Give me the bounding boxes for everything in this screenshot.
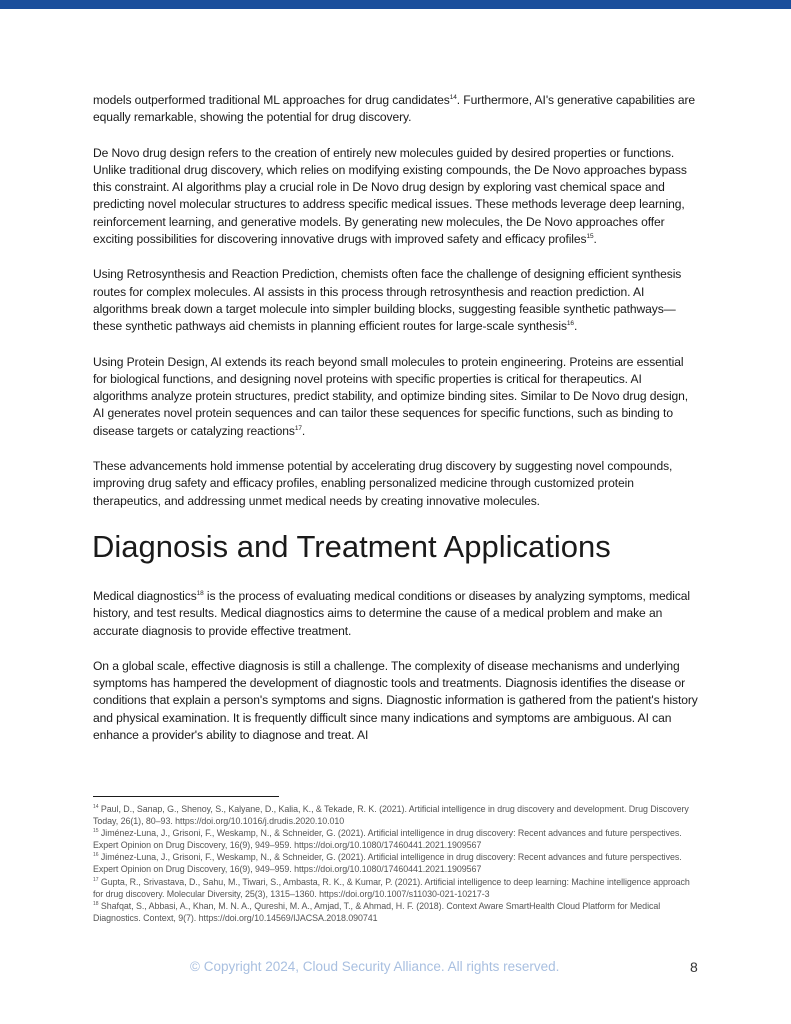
footnote: $^{14}$ Paul, D., Sanap, G., Shenoy, S., Kalyane, D., Kalia, K., & Tekade, R. K. (2021). Artificial intelligence in drug discovery and development. Drug Discovery Today, 26(1), 80–93. https://doi.org/10.1016/j.drudis.2020.10.010	[93, 804, 689, 827]
top-accent-bar	[0, 0, 791, 9]
footnote: $^{18}$ Shafqat, S., Abbasi, A., Khan, M. N. A., Qureshi, M. A., Amjad, T., & Ahmad, H. F. (2018). Context Aware SmartHealth Cloud Platform for Medical Diagnostics. Context, 9(7). https://doi.org/10.14569/IJACSA.2018.090741	[93, 900, 661, 923]
section-heading: Diagnosis and Treatment Applications	[92, 528, 611, 564]
paragraph-text: .	[573, 319, 578, 334]
paragraph-text: Medical diagnostics	[93, 588, 197, 603]
footnote-divider	[93, 796, 279, 797]
paragraph-text: Using Retrosynthesis and Reaction Prediction, chemists often face the challenge of designing efficient synthesis routes for complex molecules. AI assists in this process through retrosynthesis and reaction prediction. AI algorithms break down a target molecule into simpler building blocks, suggesting feasible synthetic pathways—these synthetic pathways aid chemists in planning efficient routes for large-scale synthesis	[93, 267, 682, 334]
paragraph-text: On a global scale, effective diagnosis is still a challenge. The complexity of disease mechanisms and underlying symptoms has hampered the development of diagnostic tools and treatments. Diagnosis identifies the disease or conditions that explain a person's symptoms and signs. Diagnostic information is gathered from the patient's history and physical examination. It is frequently difficult since many indications and symptoms are ambiguous. AI can enhance a provider's ability to diagnose and treat. AI	[93, 658, 698, 743]
paragraph	[93, 92, 699, 127]
paragraph	[93, 658, 699, 744]
paragraph-text: .	[593, 232, 597, 247]
footnote: $^{16}$ Jiménez-Luna, J., Grisoni, F., Weskamp, N., & Schneider, G. (2021). Artificial intelligence in drug discovery: Recent advances and future perspectives. Expert Opinion on Drug Discovery, 16(9), 949–959. https://doi.org/10.1080/17460441.2021.1909567	[93, 852, 682, 875]
paragraph	[93, 145, 699, 249]
paragraph-text: models outperformed traditional ML approaches for drug candidates	[93, 93, 450, 107]
paragraph-text: These advancements hold immense potential by accelerating drug discovery by suggesting novel compounds, improving drug safety and efficacy profiles, enabling personalized medicine through customized protein therapeutics, and addressing unmet medical needs by creating innovative molecules.	[93, 459, 673, 508]
page-number: 8	[690, 959, 698, 975]
copyright-notice: © Copyright 2024, Cloud Security Alliance. All rights reserved.	[190, 959, 560, 974]
footnotes	[93, 803, 693, 924]
footnote-ref[interactable]: 17	[294, 424, 302, 432]
paragraph	[93, 458, 699, 510]
footnote-ref[interactable]: 15	[586, 233, 594, 241]
footnote-ref[interactable]: 18	[196, 589, 204, 597]
footnote-ref[interactable]: 16	[566, 320, 574, 328]
paragraph	[93, 588, 699, 640]
page-footer	[0, 959, 791, 979]
paragraph-text: Using Protein Design, AI extends its reach beyond small molecules to protein engineering. Proteins are essential for biological functions, and designing novel proteins with specific properties is critical for therapeutics. AI algorithms analyze protein structures, predict stability, and optimize binding sites. Similar to De Novo drug design, AI generates novel protein sequences and can tailor these sequences for specific functions, such as binding to disease targets or catalyzing reactions	[93, 354, 689, 438]
paragraph	[93, 266, 699, 335]
main-content	[93, 92, 699, 762]
footnote: $^{15}$ Jiménez-Luna, J., Grisoni, F., Weskamp, N., & Schneider, G. (2021). Artificial intelligence in drug discovery: Recent advances and future perspectives. Expert Opinion on Drug Discovery, 16(9), 949–959. https://doi.org/10.1080/17460441.2021.1909567	[93, 828, 682, 851]
paragraph-text: .	[301, 423, 306, 438]
footnote-ref[interactable]: 14	[449, 94, 457, 101]
footnote: $^{17}$ Gupta, R., Srivastava, D., Sahu, M., Tiwari, S., Ambasta, R. K., & Kumar, P. (2021). Artificial intelligence to deep learning: Machine intelligence approach for drug discovery. Molecular Diversity, 25(3), 1315–1360. https://doi.org/10.1007/s11030-021-10217-3	[93, 876, 690, 899]
paragraph-text: . Furthermore, AI's generative capabilities are equally remarkable, showing the potential for drug discovery.	[93, 93, 696, 125]
paragraph	[93, 354, 699, 440]
paragraph-text: is the process of evaluating medical conditions or diseases by analyzing symptoms, medical history, and test results. Medical diagnostics aims to determine the cause of a medical problem and make an accurate diagnosis to provide effective treatment.	[93, 588, 690, 638]
paragraph-text: De Novo drug design refers to the creation of entirely new molecules guided by desired properties or functions. Unlike traditional drug discovery, which relies on modifying existing compounds, the De Novo approaches bypass this constraint. AI algorithms play a crucial role in De Novo drug design by exploring vast chemical space and predicting novel molecular structures to address specific medical issues. These methods leverage deep learning, reinforcement learning, and generative models. By generating new molecules, the De Novo approaches offer exciting possibilities for discovering innovative drugs with improved safety and efficacy profiles	[93, 145, 687, 247]
